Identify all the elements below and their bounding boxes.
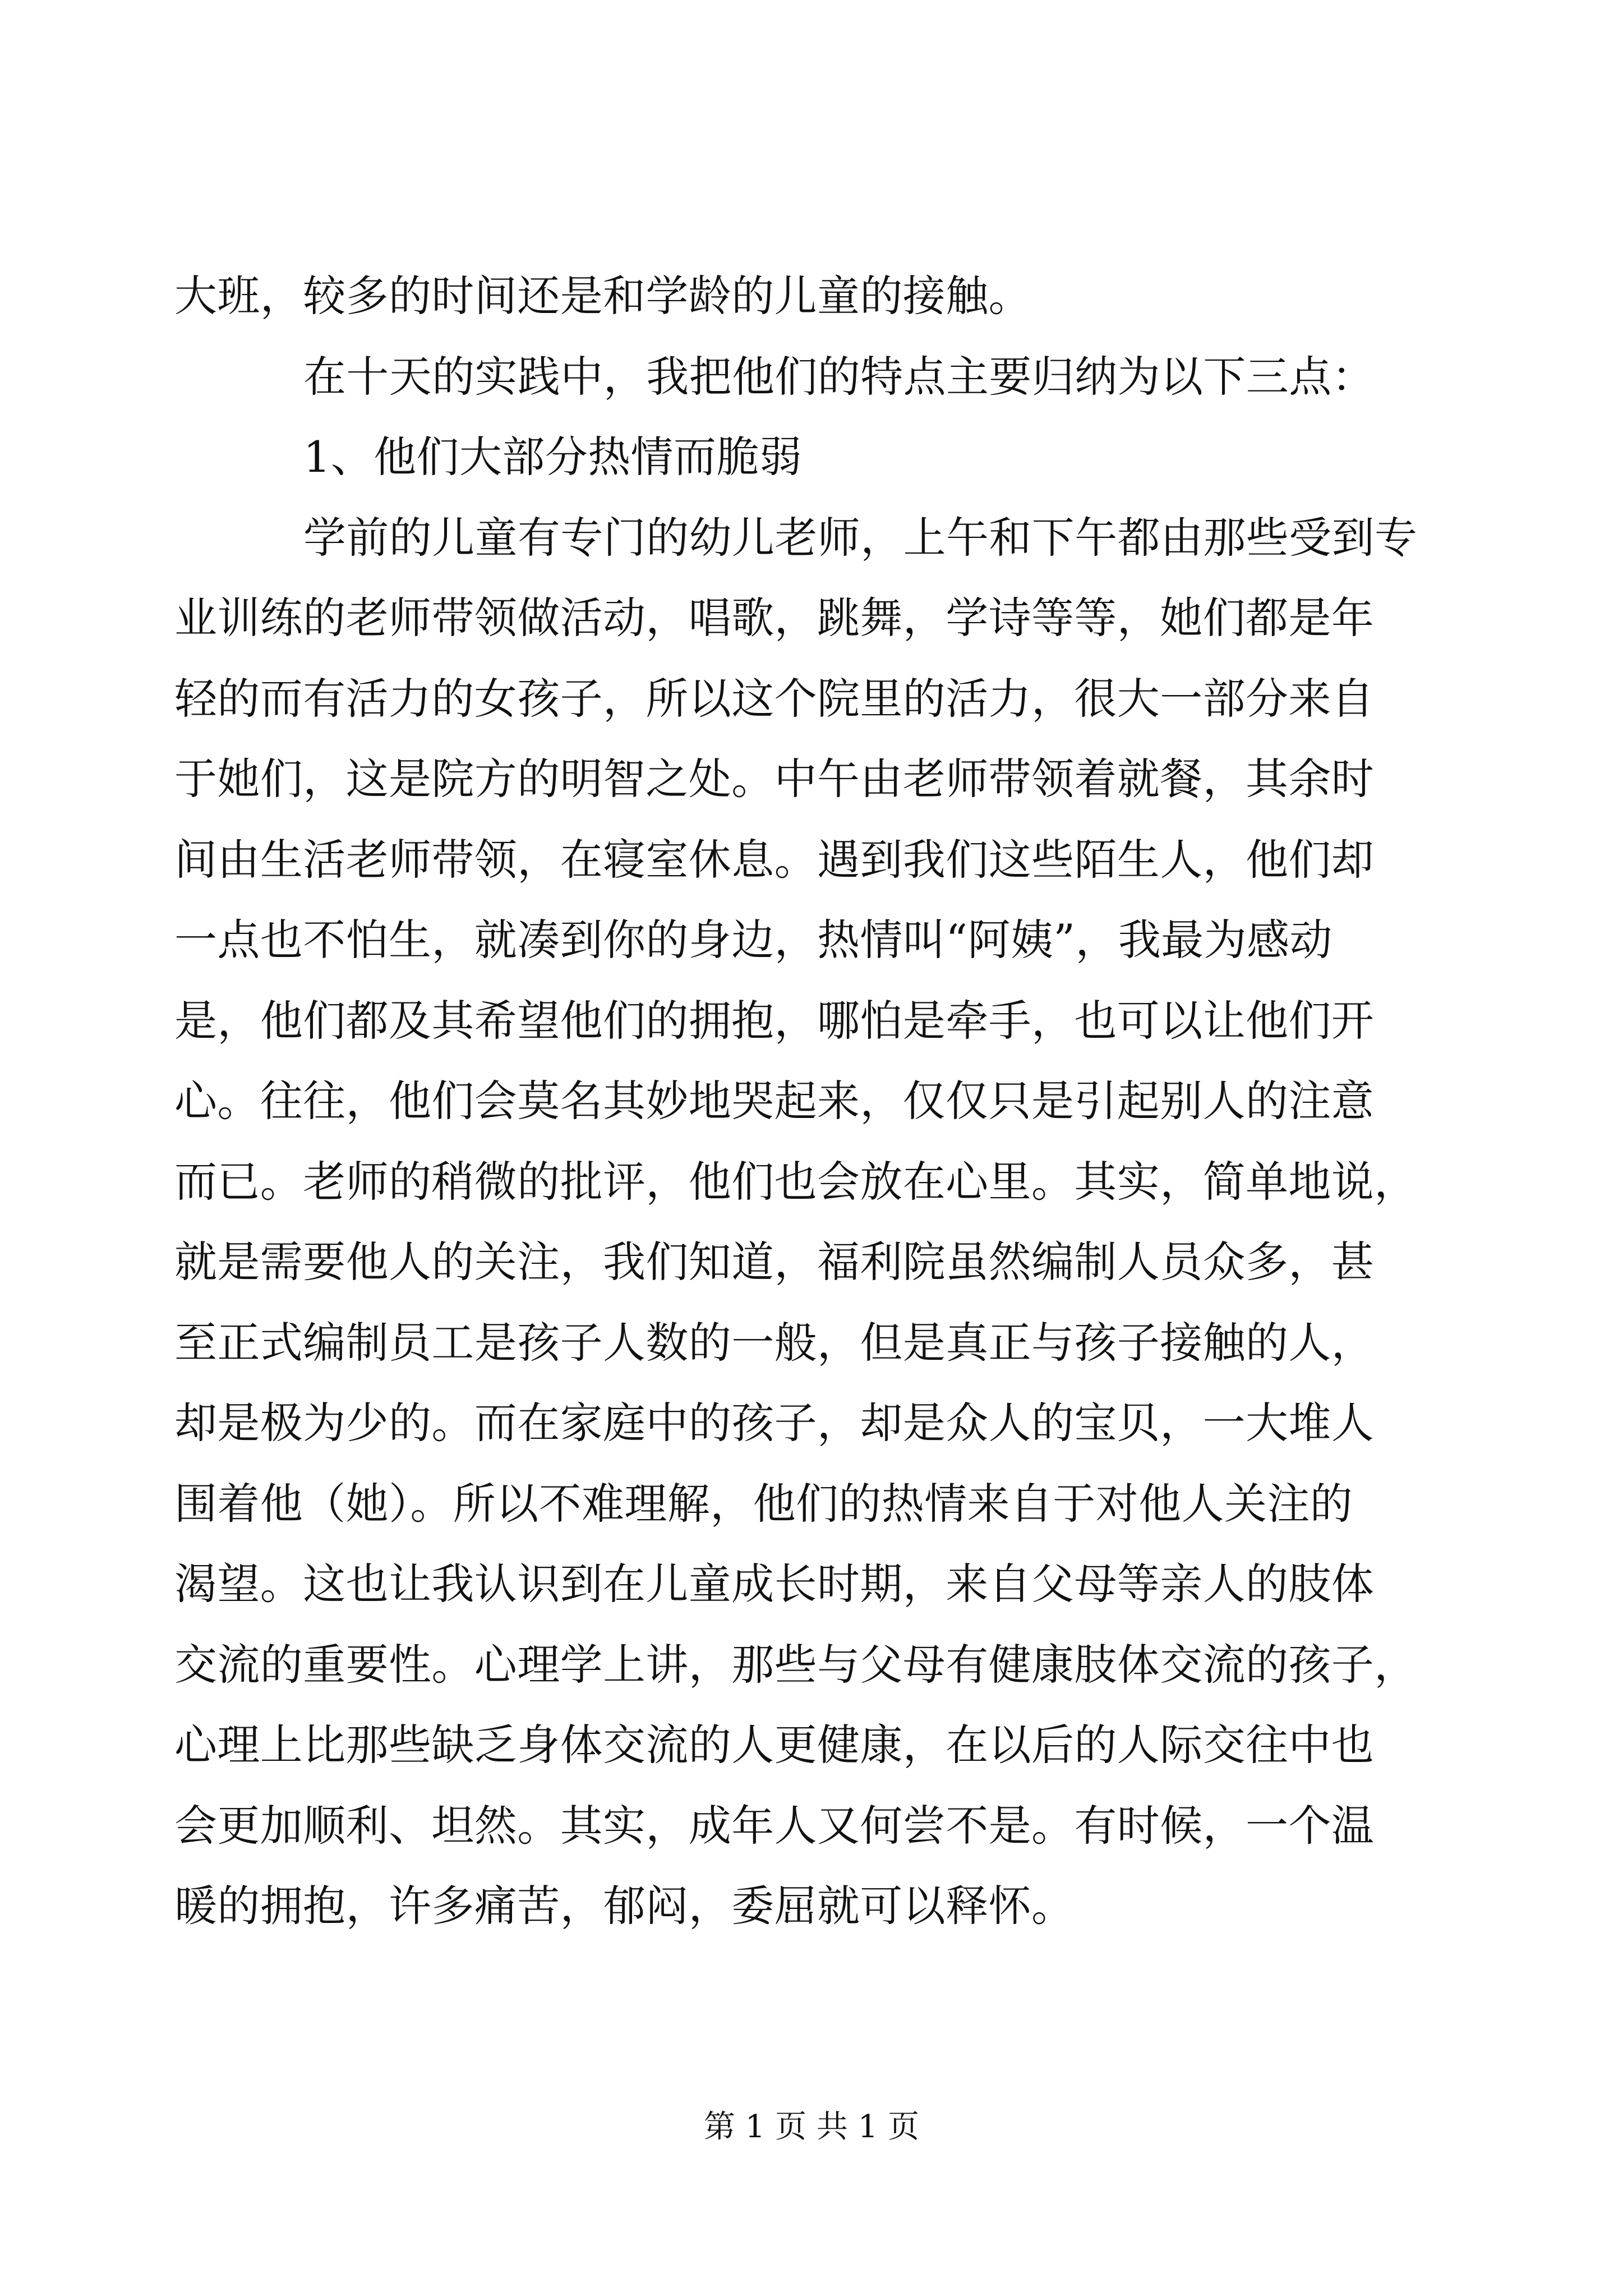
paragraph-line: 业训练的老师带领做活动，唱歌，跳舞，学诗等等，她们都是年 <box>174 593 1375 643</box>
paragraph-line: 心理上比那些缺乏身体交流的人更健康，在以后的人际交往中也 <box>174 1720 1375 1770</box>
paragraph-line: 交流的重要性。心理学上讲，那些与父母有健康肢体交流的孩子， <box>174 1639 1417 1690</box>
paragraph-line: 间由生活老师带领，在寝室休息。遇到我们这些陌生人，他们却 <box>174 834 1375 885</box>
paragraph-line: 而已。老师的稍微的批评，他们也会放在心里。其实，简单地说， <box>174 1156 1417 1207</box>
paragraph-line: 大班，较多的时间还是和学龄的儿童的接触。 <box>174 271 1031 321</box>
paragraph-line: 学前的儿童有专门的幼儿老师，上午和下午都由那些受到专 <box>303 512 1418 563</box>
paragraph-line: 暖的拥抱，许多痛苦，郁闷，委屈就可以释怀。 <box>174 1881 1075 1931</box>
paragraph-line: 渴望。这也让我认识到在儿童成长时期，来自父母等亲人的肢体 <box>174 1559 1375 1609</box>
paragraph-line: 一点也不怕生，就凑到你的身边，热情叫“阿姨”，我最为感动 <box>174 915 1332 965</box>
document-body <box>174 256 1425 1947</box>
paragraph-line: 却是极为少的。而在家庭中的孩子，却是众人的宝贝，一大堆人 <box>174 1398 1375 1448</box>
page-number-footer: 第 1 页 共 1 页 <box>703 2109 920 2145</box>
paragraph-line: 在十天的实践中，我把他们的特点主要归纳为以下三点： <box>303 351 1375 402</box>
paragraph-line: 会更加顺利、坦然。其实，成年人又何尝不是。有时候，一个温 <box>174 1800 1375 1851</box>
paragraph-line: 就是需要他人的关注，我们知道，福利院虽然编制人员众多，甚 <box>174 1237 1375 1287</box>
paragraph-line: 轻的而有活力的女孩子，所以这个院里的活力，很大一部分来自 <box>174 673 1375 724</box>
paragraph-line: 围着他（她）。所以不难理解，他们的热情来自于对他人关注的 <box>174 1478 1353 1529</box>
paragraph-line: 于她们，这是院方的明智之处。中午由老师带领着就餐，其余时 <box>174 754 1375 804</box>
paragraph-line: 至正式编制员工是孩子人数的一般，但是真正与孩子接触的人， <box>174 1317 1375 1368</box>
paragraph-line: 是，他们都及其希望他们的拥抱，哪怕是牵手，也可以让他们开 <box>174 995 1375 1046</box>
section-heading: 1、他们大部分热情而脆弱 <box>303 432 803 482</box>
paragraph-line: 心。往往，他们会莫名其妙地哭起来，仅仅只是引起别人的注意 <box>174 1076 1375 1126</box>
